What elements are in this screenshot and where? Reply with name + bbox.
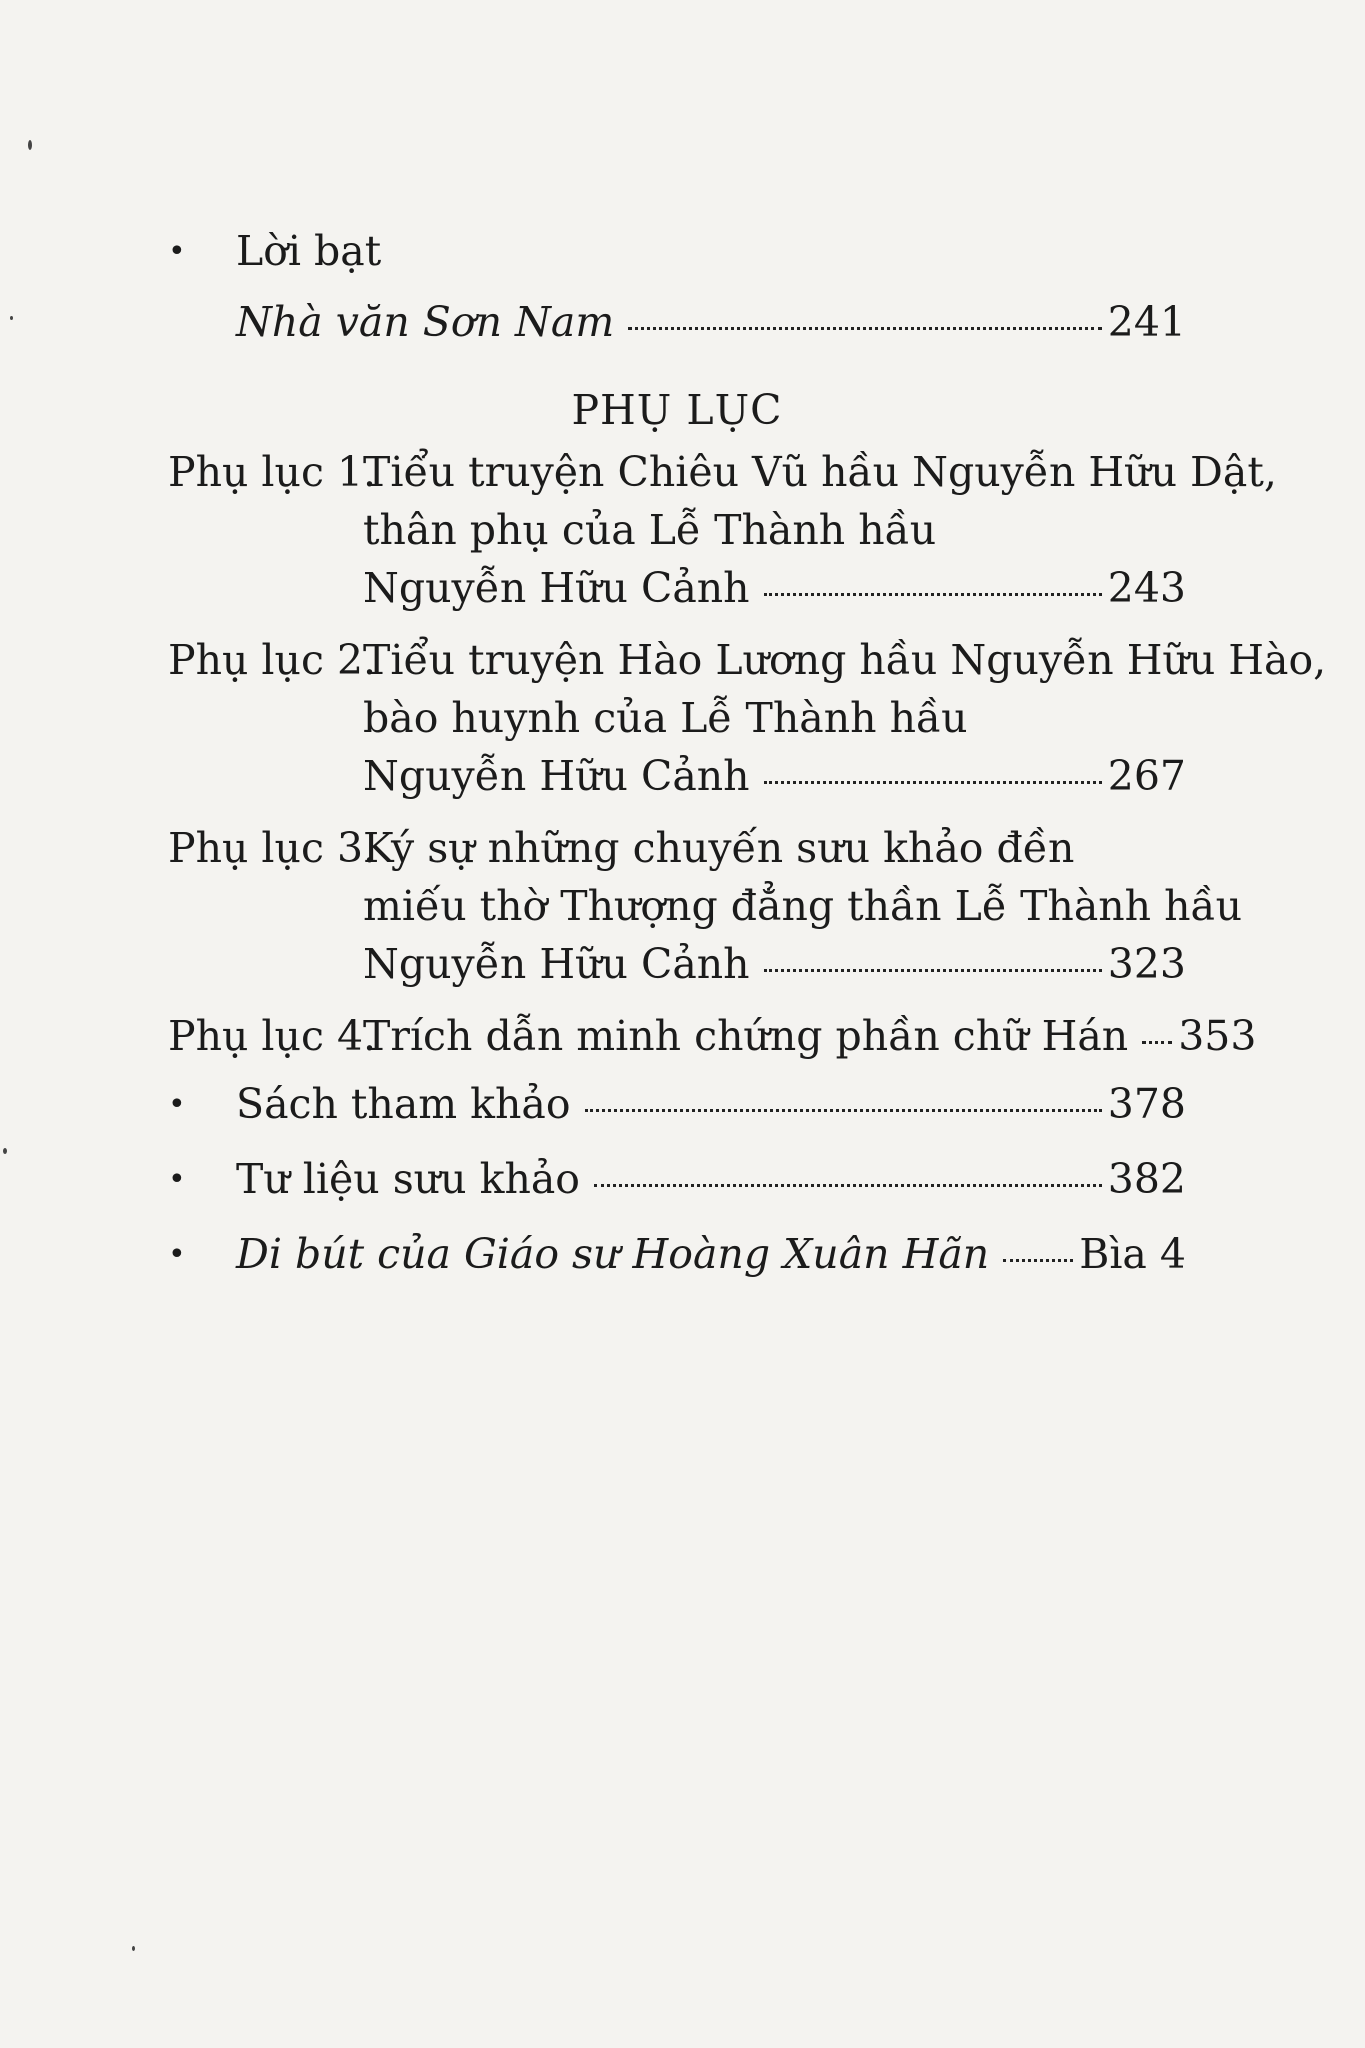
toc-entry-page: 267 [1107, 752, 1186, 800]
table-of-contents [168, 222, 1327, 1288]
appendix-title-line: thân phụ của Lễ Thành hầu [363, 506, 937, 554]
dot-leader [628, 327, 1102, 330]
toc-entry-title: Tư liệu sưu khảo [236, 1155, 580, 1203]
toc-entry-page: Bìa 4 [1079, 1230, 1186, 1278]
dot-leader [764, 969, 1102, 972]
appendix-title-line: Nguyễn Hữu Cảnh [363, 752, 750, 800]
toc-entry-appendix-1[interactable] [168, 443, 1277, 617]
appendix-label: Phụ lục 1. [168, 448, 377, 496]
appendix-title-line: Tiểu truyện Chiêu Vũ hầu Nguyễn Hữu Dật, [363, 448, 1277, 496]
appendix-title-line: Tiểu truyện Hào Lương hầu Nguyễn Hữu Hào, [363, 636, 1327, 684]
toc-entry-appendix-2[interactable] [168, 631, 1327, 805]
toc-entry-page: 353 [1178, 1012, 1257, 1060]
bullet-icon: • [168, 1162, 186, 1197]
toc-entry-afterword[interactable] [168, 293, 1186, 351]
page-speck [10, 316, 13, 320]
appendix-label: Phụ lục 2. [168, 636, 377, 684]
toc-entry-references[interactable] [168, 1075, 1186, 1138]
afterword-heading-row [168, 222, 1186, 285]
toc-entry-manuscript[interactable] [168, 1225, 1186, 1288]
toc-entry-page: 382 [1107, 1155, 1186, 1203]
afterword-heading: Lời bạt [236, 227, 382, 275]
toc-entry-page: 378 [1107, 1080, 1186, 1128]
toc-entry-page: 243 [1107, 564, 1186, 612]
page-speck [3, 1148, 7, 1154]
toc-entry-appendix-3[interactable] [168, 819, 1243, 993]
dot-leader [1003, 1259, 1073, 1262]
appendix-title-line: Nguyễn Hữu Cảnh [363, 940, 750, 988]
toc-entry-title: Nhà văn Sơn Nam [236, 298, 615, 346]
toc-entry-appendix-4[interactable] [168, 1007, 1257, 1065]
section-title: PHỤ LỤC [571, 386, 783, 434]
appendix-title-line: Trích dẫn minh chứng phần chữ Hán [363, 1012, 1129, 1060]
page-speck [28, 140, 32, 150]
page-speck [132, 1946, 135, 1951]
appendix-title-line: bào huynh của Lễ Thành hầu [363, 694, 968, 742]
dot-leader [764, 593, 1102, 596]
bullet-icon: • [168, 234, 186, 269]
dot-leader [764, 781, 1102, 784]
toc-entry-title: Sách tham khảo [236, 1080, 571, 1128]
bullet-icon: • [168, 1237, 186, 1272]
appendix-label: Phụ lục 3. [168, 824, 377, 872]
dot-leader [585, 1109, 1102, 1112]
bullet-icon: • [168, 1087, 186, 1122]
appendix-title-line: Nguyễn Hữu Cảnh [363, 564, 750, 612]
appendix-title-line: Ký sự những chuyến sưu khảo đền [363, 824, 1075, 872]
appendix-label: Phụ lục 4. [168, 1012, 377, 1060]
dot-leader [1142, 1041, 1172, 1044]
appendix-title-line: miếu thờ Thượng đẳng thần Lễ Thành hầu [363, 882, 1243, 930]
toc-entry-title: Di bút của Giáo sư Hoàng Xuân Hãn [236, 1230, 990, 1278]
dot-leader [594, 1184, 1102, 1187]
toc-entry-page: 323 [1107, 940, 1186, 988]
toc-entry-research-materials[interactable] [168, 1150, 1186, 1213]
toc-entry-page: 241 [1107, 298, 1186, 346]
